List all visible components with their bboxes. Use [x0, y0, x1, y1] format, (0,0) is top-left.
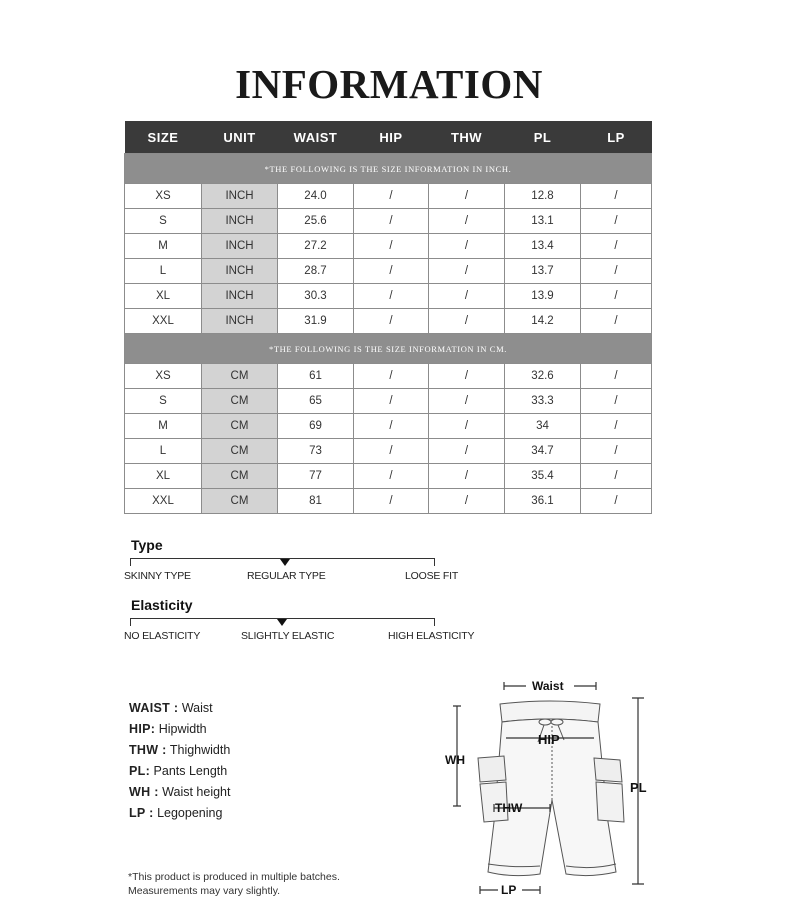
header-size: SIZE [125, 121, 202, 154]
elasticity-scale-marker [277, 619, 287, 626]
table-cell-lp: / [581, 364, 652, 389]
batch-note-line-1: *This product is produced in multiple batches. [128, 871, 340, 883]
type-option-skinny: SKINNY TYPE [124, 570, 191, 582]
table-cell-thw: / [429, 209, 505, 234]
table-cell-pl: 12.8 [505, 184, 581, 209]
table-cell-size: L [125, 259, 202, 284]
table-cell-size: XXL [125, 309, 202, 334]
table-cell-lp: / [581, 414, 652, 439]
table-cell-size: XS [125, 364, 202, 389]
header-hip: HIP [354, 121, 429, 154]
diagram-label-hip: HIP [538, 732, 560, 747]
table-cell-pl: 34.7 [505, 439, 581, 464]
section-note: *THE FOLLOWING IS THE SIZE INFORMATION IN INCH. [125, 154, 652, 184]
type-option-loose: LOOSE FIT [405, 570, 459, 582]
table-cell-thw: / [429, 184, 505, 209]
type-scale-label: Type [131, 537, 163, 553]
elasticity-scale-tick-left [130, 618, 131, 626]
table-cell-waist: 73 [278, 439, 354, 464]
table-cell-pl: 35.4 [505, 464, 581, 489]
table-cell-unit: CM [202, 414, 278, 439]
batch-note [128, 870, 340, 898]
table-row [125, 389, 652, 414]
table-cell-thw: / [429, 284, 505, 309]
table-cell-thw: / [429, 234, 505, 259]
diagram-label-lp: LP [501, 883, 517, 897]
table-row [125, 464, 652, 489]
table-cell-size: S [125, 389, 202, 414]
table-cell-size: XL [125, 464, 202, 489]
table-cell-lp: / [581, 284, 652, 309]
table-cell-lp: / [581, 259, 652, 284]
legend-item-pl: PL: Pants Length [129, 764, 228, 778]
table-cell-waist: 61 [278, 364, 354, 389]
diagram-label-thw: THW [495, 801, 523, 815]
elasticity-scale-tick-right [434, 618, 435, 626]
table-cell-pl: 13.7 [505, 259, 581, 284]
table-cell-lp: / [581, 464, 652, 489]
table-cell-unit: INCH [202, 284, 278, 309]
table-cell-size: XXL [125, 489, 202, 514]
page-title: INFORMATION [235, 61, 543, 107]
elasticity-option-slight: SLIGHTLY ELASTIC [241, 630, 335, 642]
table-cell-lp: / [581, 389, 652, 414]
table-cell-hip: / [354, 439, 429, 464]
table-cell-size: XS [125, 184, 202, 209]
table-cell-lp: / [581, 209, 652, 234]
table-cell-lp: / [581, 184, 652, 209]
table-cell-hip: / [354, 284, 429, 309]
table-cell-waist: 65 [278, 389, 354, 414]
table-row [125, 414, 652, 439]
table-row [125, 284, 652, 309]
legend-item-lp: LP : Legopening [129, 806, 223, 820]
table-row [125, 259, 652, 284]
table-cell-thw: / [429, 389, 505, 414]
table-cell-lp: / [581, 439, 652, 464]
table-cell-unit: INCH [202, 309, 278, 334]
diagram-label-waist: Waist [532, 679, 564, 693]
table-row [125, 184, 652, 209]
table-cell-unit: INCH [202, 234, 278, 259]
table-cell-unit: INCH [202, 209, 278, 234]
table-cell-thw: / [429, 259, 505, 284]
table-cell-waist: 77 [278, 464, 354, 489]
header-pl: PL [505, 121, 581, 154]
type-scale-tick-right [434, 558, 435, 566]
table-cell-hip: / [354, 234, 429, 259]
table-cell-hip: / [354, 184, 429, 209]
table-row [125, 439, 652, 464]
table-cell-hip: / [354, 489, 429, 514]
table-cell-unit: INCH [202, 184, 278, 209]
table-cell-hip: / [354, 414, 429, 439]
size-chart-table [124, 121, 652, 514]
table-cell-waist: 27.2 [278, 234, 354, 259]
elasticity-scale-label: Elasticity [131, 597, 193, 613]
table-row [125, 234, 652, 259]
table-cell-size: L [125, 439, 202, 464]
diagram-label-wh: WH [445, 753, 465, 767]
header-lp: LP [581, 121, 652, 154]
table-row [125, 309, 652, 334]
table-cell-pl: 33.3 [505, 389, 581, 414]
table-cell-waist: 30.3 [278, 284, 354, 309]
table-cell-pl: 32.6 [505, 364, 581, 389]
shorts-measurement-diagram [440, 672, 680, 912]
table-cell-waist: 69 [278, 414, 354, 439]
table-cell-unit: CM [202, 389, 278, 414]
table-cell-thw: / [429, 489, 505, 514]
legend-item-hip: HIP: Hipwidth [129, 722, 207, 736]
table-row [125, 489, 652, 514]
table-row [125, 364, 652, 389]
legend-item-wh: WH : Waist height [129, 785, 231, 799]
table-cell-size: M [125, 414, 202, 439]
table-cell-thw: / [429, 464, 505, 489]
table-cell-unit: CM [202, 464, 278, 489]
table-cell-hip: / [354, 364, 429, 389]
table-cell-lp: / [581, 489, 652, 514]
table-cell-hip: / [354, 389, 429, 414]
table-cell-size: S [125, 209, 202, 234]
table-cell-lp: / [581, 309, 652, 334]
table-cell-pl: 13.4 [505, 234, 581, 259]
legend-item-waist: WAIST : Waist [129, 701, 213, 715]
table-header-row [125, 121, 652, 154]
header-waist: WAIST [278, 121, 354, 154]
legend-item-thw: THW : Thighwidth [129, 743, 231, 757]
type-scale-marker [280, 559, 290, 566]
table-cell-hip: / [354, 209, 429, 234]
table-cell-unit: CM [202, 364, 278, 389]
table-cell-hip: / [354, 259, 429, 284]
section-note: *THE FOLLOWING IS THE SIZE INFORMATION IN CM. [125, 334, 652, 364]
header-unit: UNIT [202, 121, 278, 154]
header-thw: THW [429, 121, 505, 154]
measurement-legend [129, 698, 230, 824]
table-cell-size: M [125, 234, 202, 259]
type-option-regular: REGULAR TYPE [247, 570, 326, 582]
diagram-label-pl: PL [630, 780, 647, 795]
table-cell-unit: CM [202, 439, 278, 464]
table-cell-hip: / [354, 309, 429, 334]
table-cell-thw: / [429, 364, 505, 389]
table-cell-thw: / [429, 439, 505, 464]
table-cell-pl: 13.9 [505, 284, 581, 309]
table-cell-size: XL [125, 284, 202, 309]
table-cell-unit: CM [202, 489, 278, 514]
elasticity-option-none: NO ELASTICITY [124, 630, 201, 642]
table-cell-lp: / [581, 234, 652, 259]
table-cell-thw: / [429, 309, 505, 334]
table-cell-waist: 25.6 [278, 209, 354, 234]
table-cell-thw: / [429, 414, 505, 439]
table-cell-pl: 13.1 [505, 209, 581, 234]
batch-note-line-2: Measurements may vary slightly. [128, 885, 281, 897]
table-cell-unit: INCH [202, 259, 278, 284]
section-note-row [125, 334, 652, 364]
table-cell-hip: / [354, 464, 429, 489]
table-cell-waist: 28.7 [278, 259, 354, 284]
elasticity-option-high: HIGH ELASTICITY [388, 630, 475, 642]
table-cell-waist: 24.0 [278, 184, 354, 209]
table-cell-pl: 14.2 [505, 309, 581, 334]
table-row [125, 209, 652, 234]
table-cell-pl: 36.1 [505, 489, 581, 514]
table-cell-pl: 34 [505, 414, 581, 439]
table-cell-waist: 81 [278, 489, 354, 514]
table-cell-waist: 31.9 [278, 309, 354, 334]
type-scale-tick-left [130, 558, 131, 566]
section-note-row [125, 154, 652, 184]
